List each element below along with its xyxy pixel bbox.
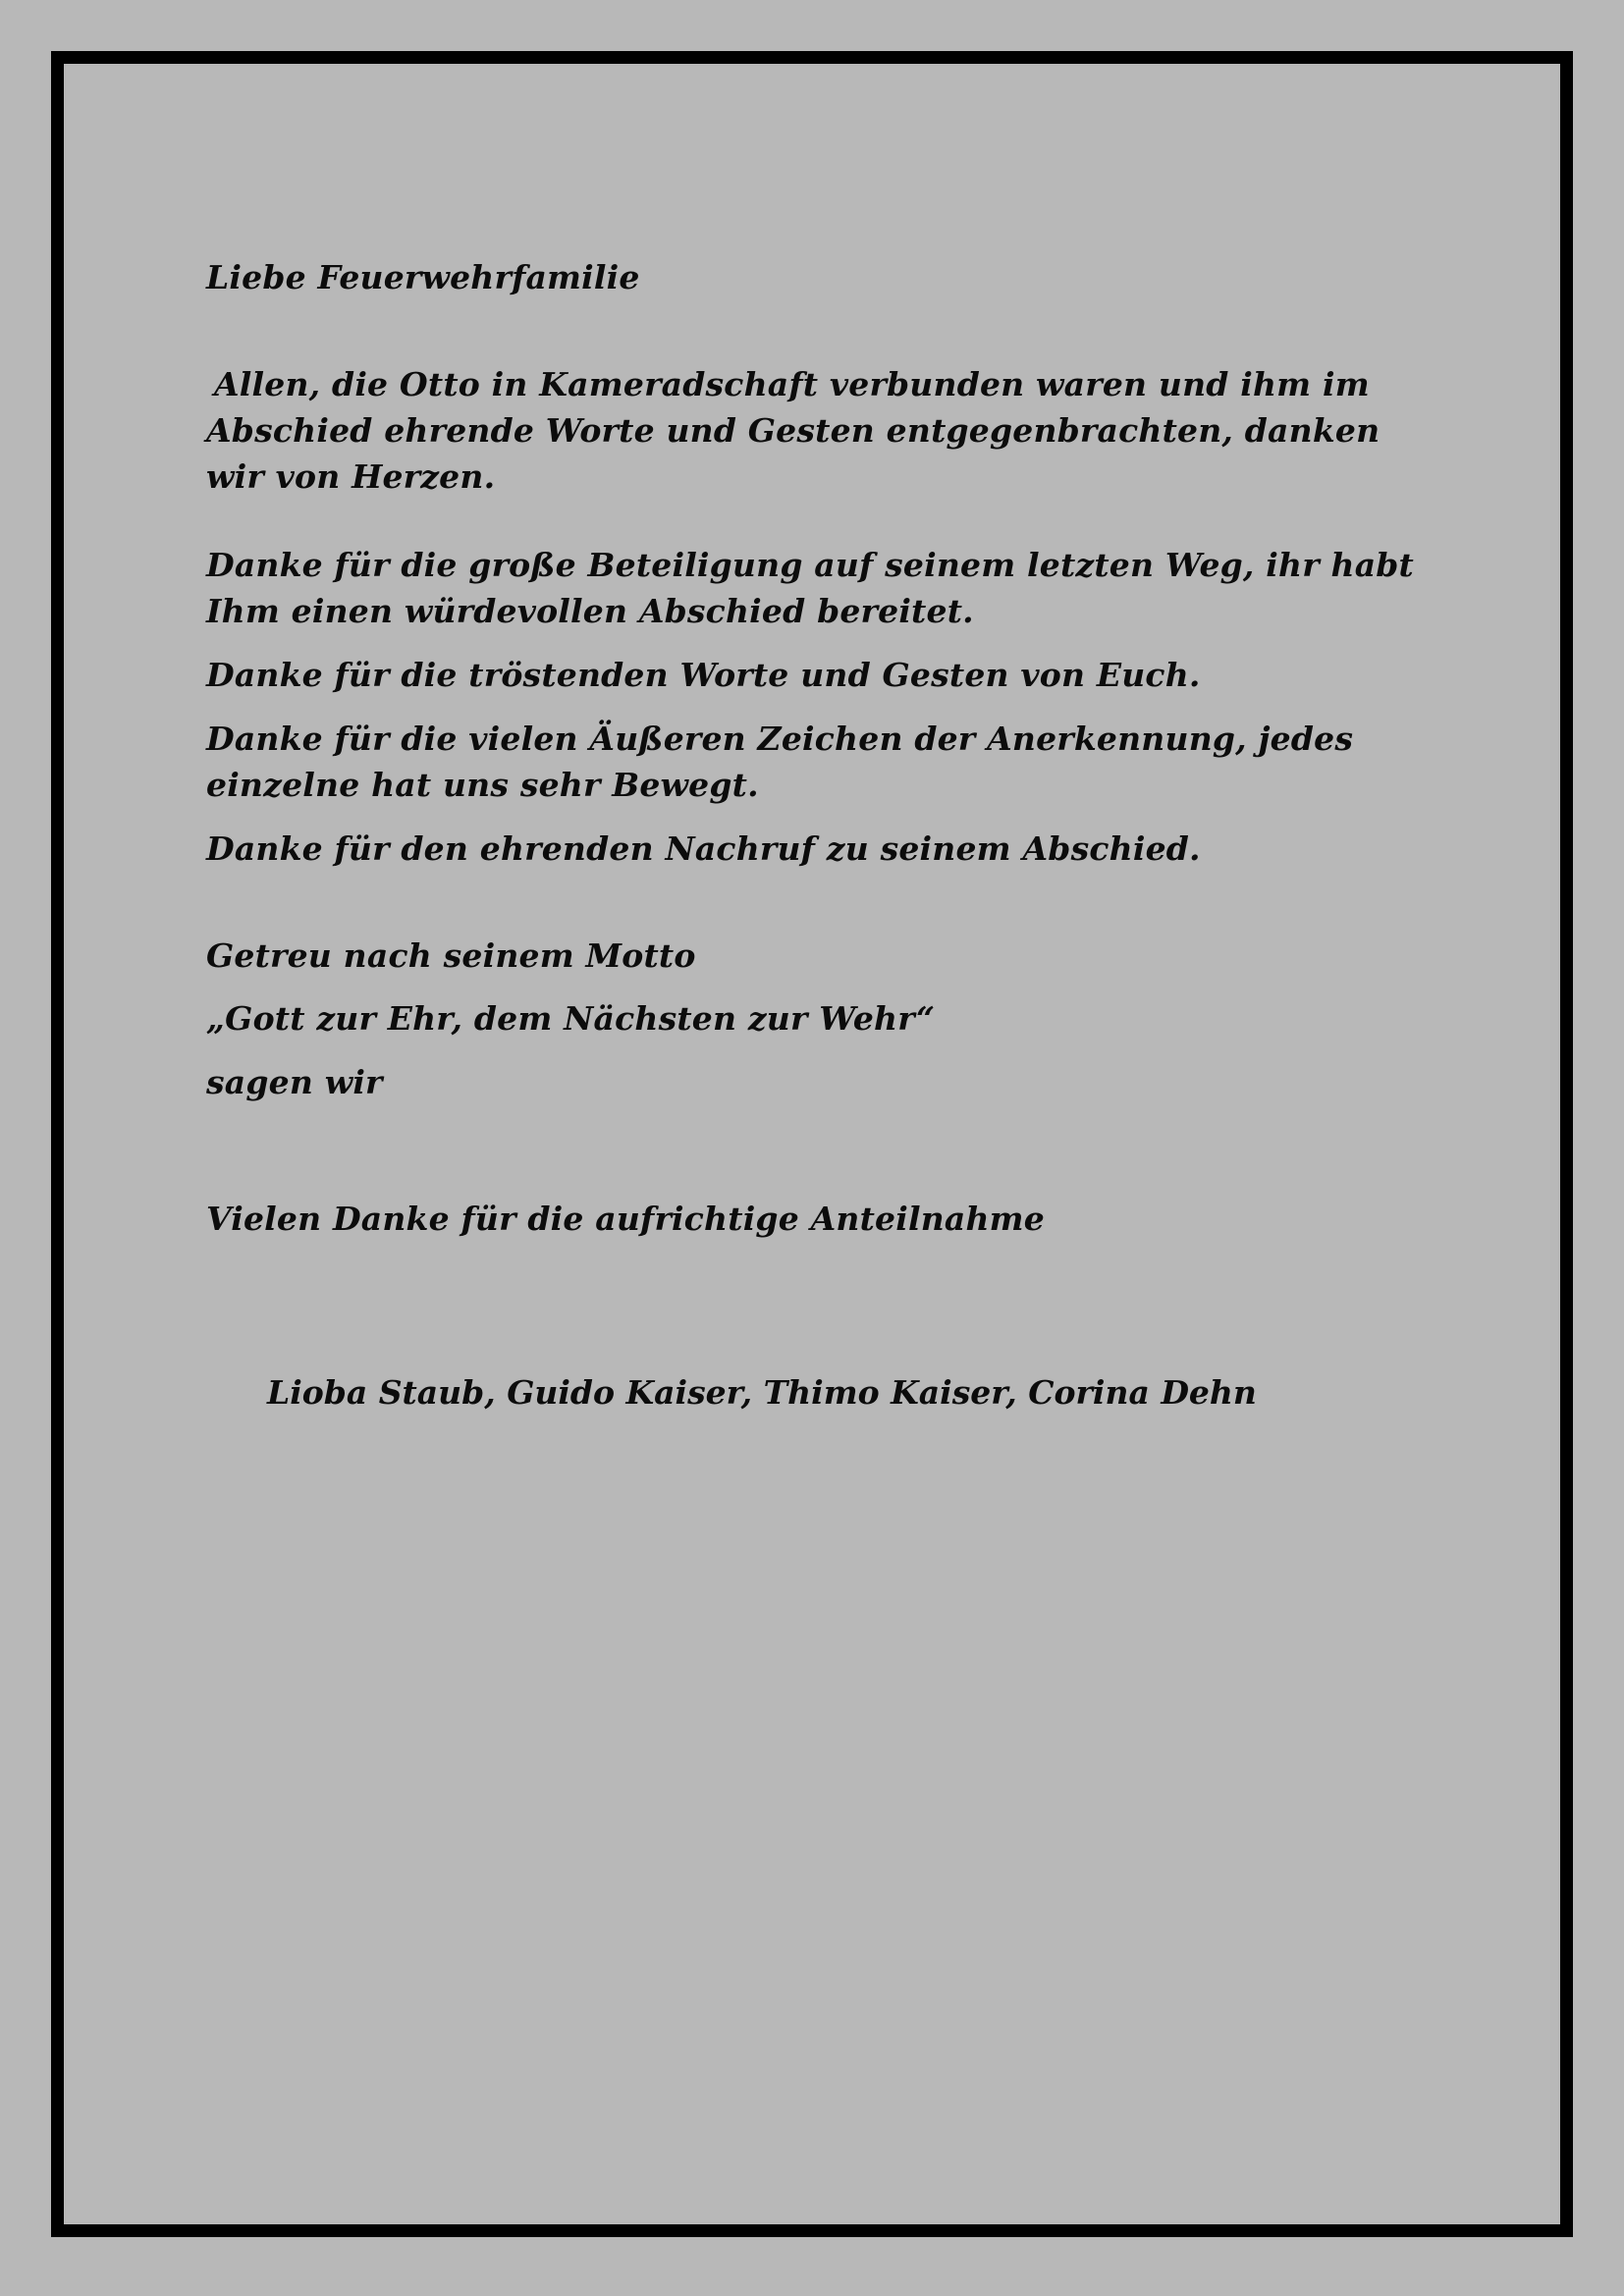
spacer <box>206 500 1442 543</box>
spacer <box>206 301 1442 362</box>
signature-names: Lioba Staub, Guido Kaiser, Thimo Kaiser, Corina Dehn <box>267 1373 1257 1413</box>
card-text-body <box>206 255 1442 1415</box>
spacer <box>206 809 1442 827</box>
paragraph-thanks-signs: Danke für die vielen Äußeren Zeichen der Anerkennung, jedes einzelne hat uns sehr Bewegt. <box>206 720 1354 804</box>
spacer <box>206 979 1442 996</box>
motto-closing-line: sagen wir <box>206 1063 383 1102</box>
paragraph-thanks-words: Danke für die tröstenden Worte und Gesten von Euch. <box>206 656 1201 695</box>
closing-thanks-line: Vielen Danke für die aufrichtige Anteilnahme <box>206 1200 1045 1239</box>
spacer <box>206 635 1442 653</box>
spacer <box>206 873 1442 934</box>
spacer <box>206 1106 1442 1197</box>
spacer <box>206 1042 1442 1060</box>
motto-quote: „Gott zur Ehr, dem Nächsten zur Wehr“ <box>206 999 936 1039</box>
spacer <box>206 1243 1442 1370</box>
paragraph-thanks-intro: Allen, die Otto in Kameradschaft verbunden waren und ihm im Abschied ehrende Worte und Gesten entgegenbrachten, danken wir von Herzen. <box>206 364 1380 496</box>
motto-intro-line: Getreu nach seinem Motto <box>206 935 696 975</box>
greeting-line: Liebe Feuerwehrfamilie <box>206 258 640 296</box>
spacer <box>206 699 1442 717</box>
paragraph-thanks-participation: Danke für die große Beteiligung auf seinem letzten Weg, ihr habt Ihm einen würdevollen Abschied bereitet. <box>206 546 1414 631</box>
card-border-frame <box>51 51 1573 2237</box>
paragraph-thanks-obituary: Danke für den ehrenden Nachruf zu seinem Abschied. <box>206 828 1201 868</box>
